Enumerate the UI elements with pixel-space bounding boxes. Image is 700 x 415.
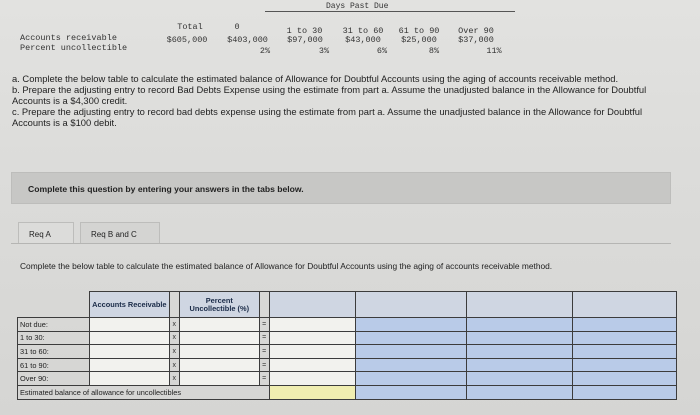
equals-sign: = — [259, 372, 269, 386]
table-row — [18, 358, 677, 372]
blank-cell — [573, 385, 677, 399]
not-due-ar-input[interactable] — [89, 318, 169, 332]
days-past-due-label: Days Past Due — [326, 2, 389, 11]
1-30-percent-input[interactable] — [179, 331, 259, 345]
header-percent-uncollectible: Percent Uncollectible (%) — [179, 292, 259, 318]
amount-31-60: $43,000 — [345, 35, 381, 45]
61-90-ar-input[interactable] — [89, 358, 169, 372]
blank-cell — [573, 318, 677, 332]
col-header-31-60: 31 to 60 — [342, 26, 384, 36]
table-row — [18, 372, 677, 386]
31-60-ar-input[interactable] — [89, 345, 169, 359]
tab-panel-divider — [11, 243, 671, 244]
1-30-result-input[interactable] — [269, 331, 355, 345]
table-footer-row — [18, 385, 677, 399]
header-extra-2 — [467, 292, 573, 318]
blank-cell — [355, 358, 467, 372]
equals-sign: = — [259, 345, 269, 359]
61-90-result-input[interactable] — [269, 358, 355, 372]
blank-cell — [355, 385, 467, 399]
over-90-result-input[interactable] — [269, 372, 355, 386]
blank-cell — [573, 358, 677, 372]
tab-req-b-and-c-label: Req B and C — [91, 230, 137, 239]
col-header-61-90: 61 to 90 — [398, 26, 440, 36]
header-result — [269, 292, 355, 318]
tab-req-a[interactable] — [18, 222, 74, 244]
header-eq-cell — [259, 292, 269, 318]
percent-31-60: 6% — [376, 46, 388, 56]
blank-cell — [573, 372, 677, 386]
estimated-balance-input[interactable] — [269, 385, 355, 399]
blank-cell — [355, 331, 467, 345]
row-label-over-90: Over 90: — [18, 372, 90, 386]
current-amount: $403,000 — [227, 35, 268, 45]
blank-cell — [573, 345, 677, 359]
question-a: a. Complete the below table to calculate the estimated balance of Allowance for Doubtful Accounts using the aging of accounts receivable method. — [12, 73, 619, 84]
table-header-row — [18, 292, 677, 318]
days-past-due-rule — [265, 11, 515, 12]
percent-1-30: 3% — [318, 46, 330, 56]
blank-cell — [355, 345, 467, 359]
blank-cell — [467, 372, 573, 386]
61-90-percent-input[interactable] — [179, 358, 259, 372]
not-due-percent-input[interactable] — [179, 318, 259, 332]
row-label-not-due: Not due: — [18, 318, 90, 332]
equals-sign: = — [259, 358, 269, 372]
31-60-percent-input[interactable] — [179, 345, 259, 359]
not-due-result-input[interactable] — [269, 318, 355, 332]
table-row — [18, 331, 677, 345]
instructions-banner — [11, 172, 671, 204]
question-text — [12, 73, 682, 128]
percent-current: 2% — [259, 46, 271, 56]
row-label-accounts-receivable: Accounts receivable — [20, 33, 117, 43]
col-header-1-30: 1 to 30 — [286, 26, 323, 36]
blank-cell — [467, 358, 573, 372]
col-header-current: 0 — [234, 22, 240, 32]
header-extra-3 — [573, 292, 677, 318]
header-label-cell — [18, 292, 90, 318]
amount-61-90: $25,000 — [401, 35, 437, 45]
row-label-31-60: 31 to 60: — [18, 345, 90, 359]
row-label-1-30: 1 to 30: — [18, 331, 90, 345]
blank-cell — [467, 318, 573, 332]
question-c: c. Prepare the adjusting entry to record bad debts expense using the estimate from part a. Assume the unadjusted balance in the Allowance for Doubtful Accounts is a $100 debit. — [12, 106, 643, 128]
over-90-percent-input[interactable] — [179, 372, 259, 386]
blank-cell — [467, 331, 573, 345]
banner-text: Complete this question by entering your answers in the tabs below. — [28, 184, 304, 194]
question-b: b. Prepare the adjusting entry to record Bad Debts Expense using the estimate from part a. Assume the unadjusted balance in the Allowance for Doubtful Accounts is a $4,300 credit. — [12, 84, 647, 106]
amount-over-90: $37,000 — [458, 35, 494, 45]
percent-61-90: 8% — [428, 46, 440, 56]
header-op-cell — [169, 292, 179, 318]
table-row — [18, 318, 677, 332]
blank-cell — [573, 331, 677, 345]
multiply-sign: x — [169, 358, 179, 372]
multiply-sign: x — [169, 345, 179, 359]
row-label-61-90: 61 to 90: — [18, 358, 90, 372]
header-accounts-receivable: Accounts Receivable — [89, 292, 169, 318]
col-header-over-90: Over 90 — [458, 26, 494, 36]
tab-req-b-and-c[interactable] — [80, 222, 160, 244]
table-row — [18, 345, 677, 359]
estimated-balance-label: Estimated balance of allowance for uncollectibles — [18, 385, 270, 399]
total-amount: $605,000 — [166, 35, 208, 45]
row-label-percent-uncollectible: Percent uncollectible — [20, 43, 128, 53]
aging-answer-table — [17, 291, 677, 400]
multiply-sign: x — [169, 331, 179, 345]
blank-cell — [467, 345, 573, 359]
equals-sign: = — [259, 331, 269, 345]
tab-req-a-label: Req A — [29, 230, 51, 239]
equals-sign: = — [259, 318, 269, 332]
blank-cell — [355, 372, 467, 386]
multiply-sign: x — [169, 372, 179, 386]
aging-schedule — [0, 0, 700, 66]
percent-over-90: 11% — [486, 46, 502, 56]
over-90-ar-input[interactable] — [89, 372, 169, 386]
col-header-total: Total — [177, 22, 203, 32]
amount-1-30: $97,000 — [287, 35, 323, 45]
blank-cell — [355, 318, 467, 332]
1-30-ar-input[interactable] — [89, 331, 169, 345]
req-a-instruction: Complete the below table to calculate the estimated balance of Allowance for Doubtful Accounts using the aging of accounts receivable method. — [20, 261, 553, 271]
31-60-result-input[interactable] — [269, 345, 355, 359]
multiply-sign: x — [169, 318, 179, 332]
blank-cell — [467, 385, 573, 399]
header-extra-1 — [355, 292, 467, 318]
